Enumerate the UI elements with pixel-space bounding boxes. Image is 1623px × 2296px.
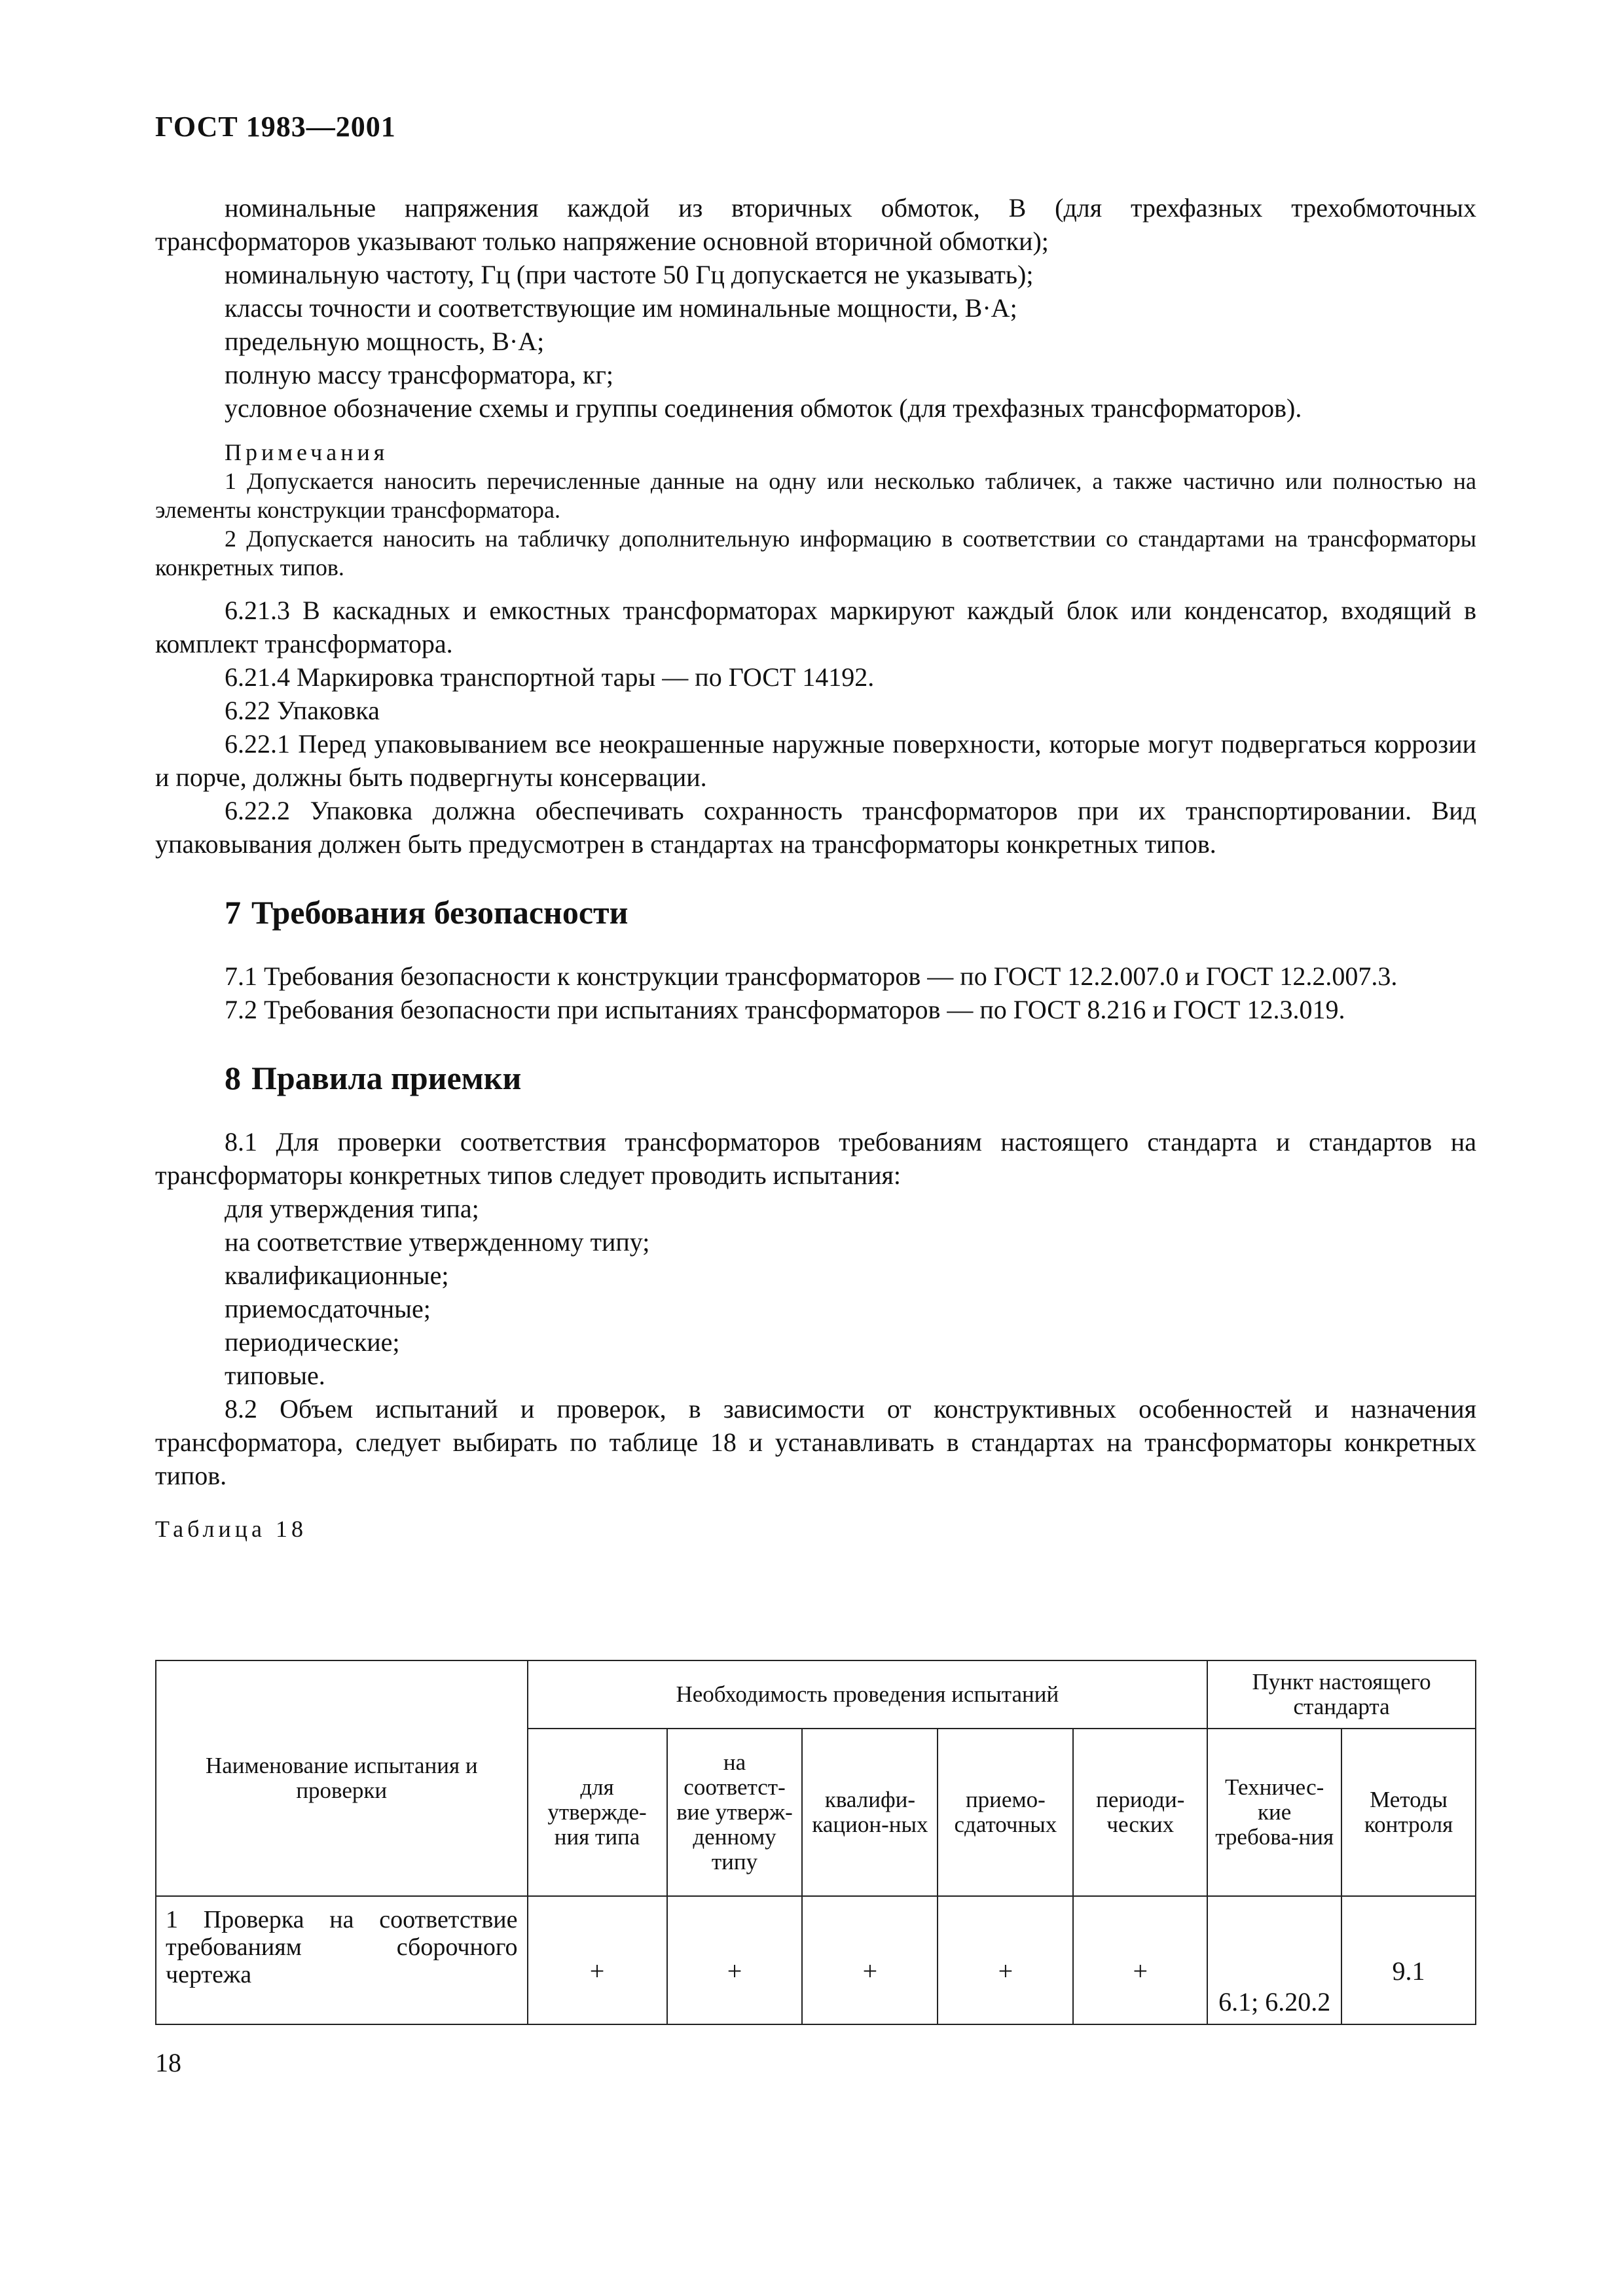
paragraph: 8.2 Объем испытаний и проверок, в зависимости от конструктивных особенностей и назначения трансформатора, следует выбирать по таблице 18 и устанавливать в стандартах на трансформаторы конкретных типов. [155,1394,1476,1490]
table-18 [155,1660,1476,2025]
list-item: периодические; [225,1327,400,1357]
column-group-header: Пункт настоящего стандарта [1207,1660,1476,1729]
paragraph: 6.21.4 Маркировка транспортной тары — по ГОСТ 14192. [225,662,875,692]
list-item: типовые. [225,1361,325,1390]
section-number: 7 [225,894,241,931]
table-cell-mark: + [667,1896,803,2024]
paragraph: 8.1 Для проверки соответствия трансформаторов требованиям настоящего стандарта и стандартов на трансформаторы конкретных типов следует проводить испытания: [155,1127,1476,1190]
list-item: на соответствие утвержденному типу; [225,1227,650,1257]
list1-item: полную массу трансформатора, кг; [225,360,614,389]
section-heading [155,896,1476,929]
document-header: ГОСТ 1983—2001 [155,111,396,143]
list1-item: условное обозначение схемы и группы соединения обмоток (для трехфазных трансформаторов). [225,393,1302,423]
table-cell-mark: + [938,1896,1073,2024]
list1-item: трансформаторов указывают только напряжение основной вторичной обмотки); [155,226,1049,256]
note-item: 1 Допускается наносить перечисленные данные на одну или несколько табличек, а также частично или полностью на элементы конструкции трансформатора. [155,468,1476,523]
column-header: периоди-ческих [1073,1729,1207,1896]
table-row [156,1896,1476,2024]
list1-item: классы точности и соответствующие им номинальные мощности, В·А; [225,293,1017,323]
paragraph: 6.22 Упаковка [225,696,380,725]
table-cell-ref: 6.1; 6.20.2 [1207,1896,1341,2024]
list1-item: предельную мощность, В·А; [225,327,545,356]
column-header: для утвержде-ния типа [528,1729,667,1896]
page-content [155,191,1476,1543]
table-cell-method: 9.1 [1341,1896,1476,2024]
column-header: на соответст-вие утверж-денному типу [667,1729,803,1896]
column-header-name: Наименование испытания и проверки [156,1660,528,1896]
section-number: 8 [225,1060,241,1096]
list-item: приемосдаточные; [225,1294,431,1323]
table-cell-name: 1 Проверка на соответствие требованиям сборочного чертежа [156,1896,528,2024]
page-number: 18 [155,2048,181,2077]
list-item: квалификационные; [225,1261,449,1290]
column-header: приемо-сдаточных [938,1729,1073,1896]
list-item: для утверждения типа; [225,1194,479,1223]
paragraph: 7.1 Требования безопасности к конструкции трансформаторов — по ГОСТ 12.2.007.0 и ГОСТ 12.2.007.3. [225,961,1398,991]
table-cell-mark: + [802,1896,938,2024]
column-header: Техничес-кие требова-ния [1207,1729,1341,1896]
section-title: Правила приемки [251,1060,522,1096]
paragraph: 7.2 Требования безопасности при испытаниях трансформаторов — по ГОСТ 8.216 и ГОСТ 12.3.019. [225,995,1345,1024]
list1-item: номинальные напряжения каждой из вторичных обмоток, В (для трехфазных трехобмоточных [225,193,1476,223]
paragraph: 6.22.1 Перед упаковыванием все неокрашенные наружные поверхности, которые могут подвергаться коррозии и порче, должны быть подвергнуты консервации. [155,729,1476,792]
column-header: квалифи-кацион-ных [802,1729,938,1896]
paragraph: 6.21.3 В каскадных и емкостных трансформаторах маркируют каждый блок или конденсатор, входящий в комплект трансформатора. [155,596,1476,658]
paragraph: 6.22.2 Упаковка должна обеспечивать сохранность трансформаторов при их транспортировании. Вид упаковывания должен быть предусмотрен в стандартах на трансформаторы конкретных типов. [155,796,1476,859]
section-heading [155,1062,1476,1095]
note-item: 2 Допускается наносить на табличку дополнительную информацию в соответствии со стандартами на трансформаторы конкретных типов. [155,526,1476,581]
column-group-header: Необходимость проведения испытаний [528,1660,1208,1729]
table-cell-mark: + [528,1896,667,2024]
table-cell-mark: + [1073,1896,1207,2024]
notes-title: Примечания [225,439,389,465]
section-title: Требования безопасности [251,894,629,931]
table-caption: Таблица 18 [155,1516,307,1542]
list1-item: номинальную частоту, Гц (при частоте 50 Гц допускается не указывать); [225,260,1034,289]
column-header: Методы контроля [1341,1729,1476,1896]
